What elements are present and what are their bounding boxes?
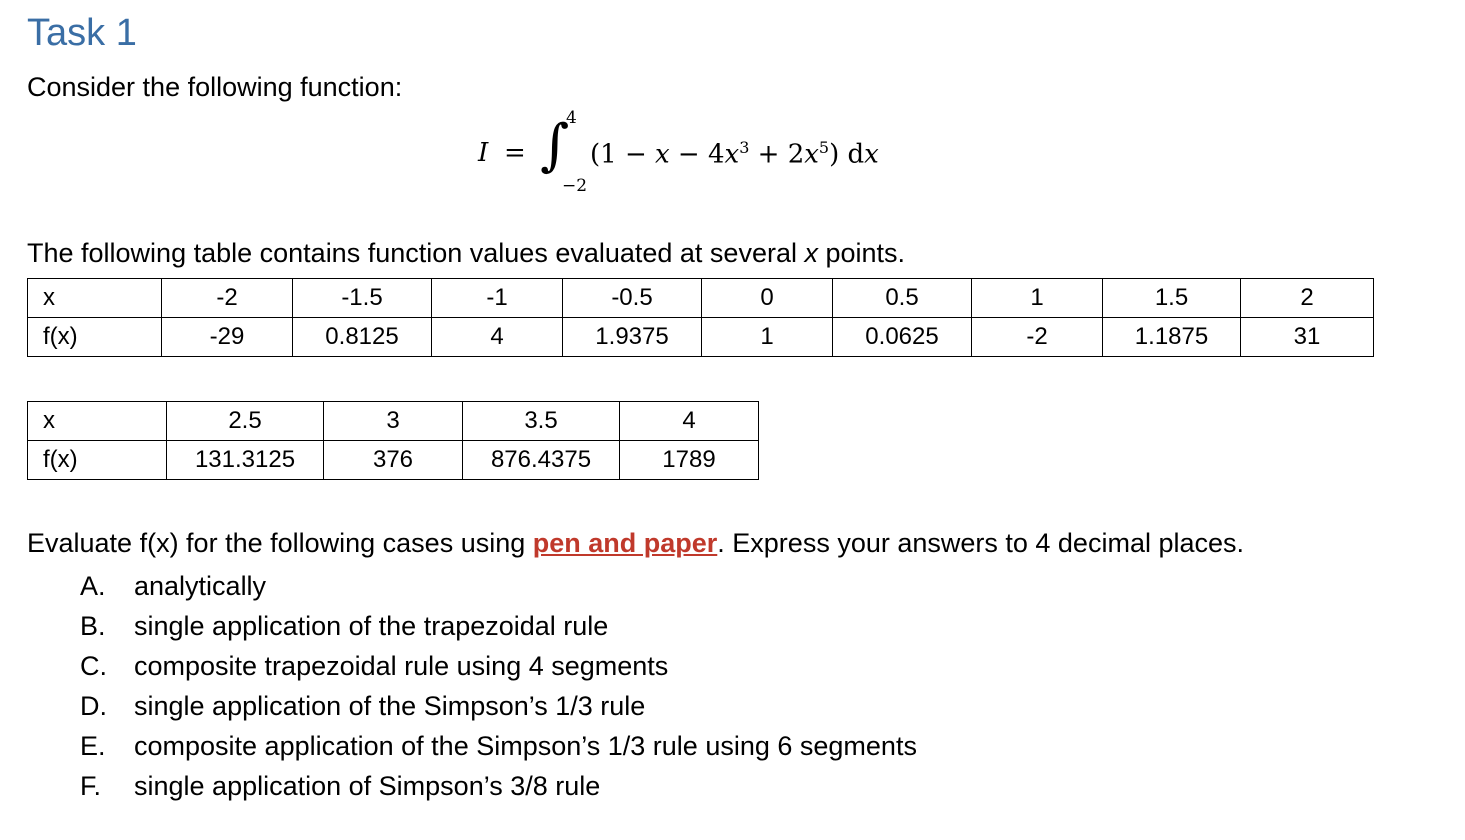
row-header-fx: f(x) bbox=[28, 318, 162, 357]
integrand-open: (1 − bbox=[590, 139, 655, 170]
table-cell: 31 bbox=[1241, 318, 1374, 357]
integral-upper-limit: 4 bbox=[566, 108, 577, 128]
list-item-text: composite trapezoidal rule using 4 segments bbox=[134, 651, 669, 681]
list-item-text: single application of Simpson’s 3/8 rule bbox=[134, 771, 601, 801]
differential-var: x bbox=[864, 139, 879, 170]
integrand bbox=[590, 138, 879, 170]
case-list bbox=[80, 566, 917, 806]
integrand-exponent-5: 5 bbox=[818, 138, 830, 157]
integrand-close: ) d bbox=[829, 139, 865, 170]
integrand-var-1: x bbox=[655, 139, 670, 170]
row-header-x: x bbox=[28, 402, 167, 441]
intro-text: Consider the following function: bbox=[27, 72, 403, 102]
table-cell: 0.5 bbox=[833, 279, 972, 318]
integrand-exponent-3: 3 bbox=[739, 138, 750, 157]
table-cell: -2 bbox=[972, 318, 1103, 357]
list-item bbox=[80, 766, 917, 806]
table-row-fx bbox=[28, 318, 1374, 357]
integrand-var-3: x bbox=[804, 139, 819, 170]
table-cell: -1 bbox=[432, 279, 563, 318]
list-item-letter: C. bbox=[80, 651, 107, 681]
table-row-fx bbox=[28, 441, 759, 480]
table-cell: 1 bbox=[702, 318, 833, 357]
table-cell: 376 bbox=[324, 441, 463, 480]
table-cell: 1.1875 bbox=[1103, 318, 1241, 357]
table-cell: 0 bbox=[702, 279, 833, 318]
table-caption-after: points. bbox=[817, 238, 906, 268]
table-cell: 4 bbox=[432, 318, 563, 357]
instruction-before: Evaluate f(x) for the following cases using bbox=[27, 528, 533, 558]
table-caption-before: The following table contains function values evaluated at several bbox=[27, 238, 805, 268]
table-cell: 4 bbox=[620, 402, 759, 441]
table-cell: 1.5 bbox=[1103, 279, 1241, 318]
integrand-minus: − 4 bbox=[669, 139, 725, 170]
list-item bbox=[80, 726, 917, 766]
instruction-after: . Express your answers to 4 decimal places. bbox=[717, 528, 1245, 558]
list-item-text: analytically bbox=[134, 571, 267, 601]
table-cell: 2.5 bbox=[167, 402, 324, 441]
table-cell: -1.5 bbox=[293, 279, 432, 318]
list-item-text: composite application of the Simpson’s 1/3 rule using 6 segments bbox=[134, 731, 917, 761]
integrand-plus: + 2 bbox=[749, 139, 805, 170]
instruction-emphasis: pen and paper bbox=[532, 528, 718, 558]
list-item-text: single application of the trapezoidal rule bbox=[134, 611, 609, 641]
list-item bbox=[80, 606, 917, 646]
table-cell: -0.5 bbox=[563, 279, 702, 318]
page-title: Task 1 bbox=[27, 12, 137, 54]
table-cell: 876.4375 bbox=[463, 441, 620, 480]
table-cell: -2 bbox=[162, 279, 293, 318]
table-cell: 3 bbox=[324, 402, 463, 441]
list-item-letter: B. bbox=[80, 611, 106, 641]
table-cell: 0.8125 bbox=[293, 318, 432, 357]
table-cell: 131.3125 bbox=[167, 441, 324, 480]
formula-lhs: I bbox=[478, 138, 489, 168]
list-item-letter: E. bbox=[80, 731, 106, 761]
table-cell: 1 bbox=[972, 279, 1103, 318]
row-header-fx: f(x) bbox=[28, 441, 167, 480]
table-cell: 0.0625 bbox=[833, 318, 972, 357]
function-values-table-1 bbox=[27, 278, 1374, 357]
table-cell: 1789 bbox=[620, 441, 759, 480]
table-cell: 1.9375 bbox=[563, 318, 702, 357]
list-item-letter: D. bbox=[80, 691, 107, 721]
table-caption bbox=[27, 238, 905, 269]
integrand-var-2: x bbox=[724, 139, 740, 170]
instruction-text bbox=[27, 528, 1244, 559]
list-item bbox=[80, 686, 917, 726]
list-item-letter: F. bbox=[80, 771, 102, 801]
table-cell: 3.5 bbox=[463, 402, 620, 441]
table-cell: -29 bbox=[162, 318, 293, 357]
table-row-x bbox=[28, 279, 1374, 318]
integral-lower-limit: −2 bbox=[562, 176, 588, 196]
integral-sign: ∫ bbox=[540, 113, 570, 178]
list-item-letter: A. bbox=[80, 571, 106, 601]
list-item-text: single application of the Simpson’s 1/3 rule bbox=[134, 691, 646, 721]
table-cell: 2 bbox=[1241, 279, 1374, 318]
list-item bbox=[80, 566, 917, 606]
table-caption-italic: x bbox=[804, 238, 818, 268]
function-values-table-2 bbox=[27, 401, 759, 480]
formula-equals: = bbox=[504, 138, 526, 168]
row-header-x: x bbox=[28, 279, 162, 318]
list-item bbox=[80, 646, 917, 686]
table-row-x bbox=[28, 402, 759, 441]
